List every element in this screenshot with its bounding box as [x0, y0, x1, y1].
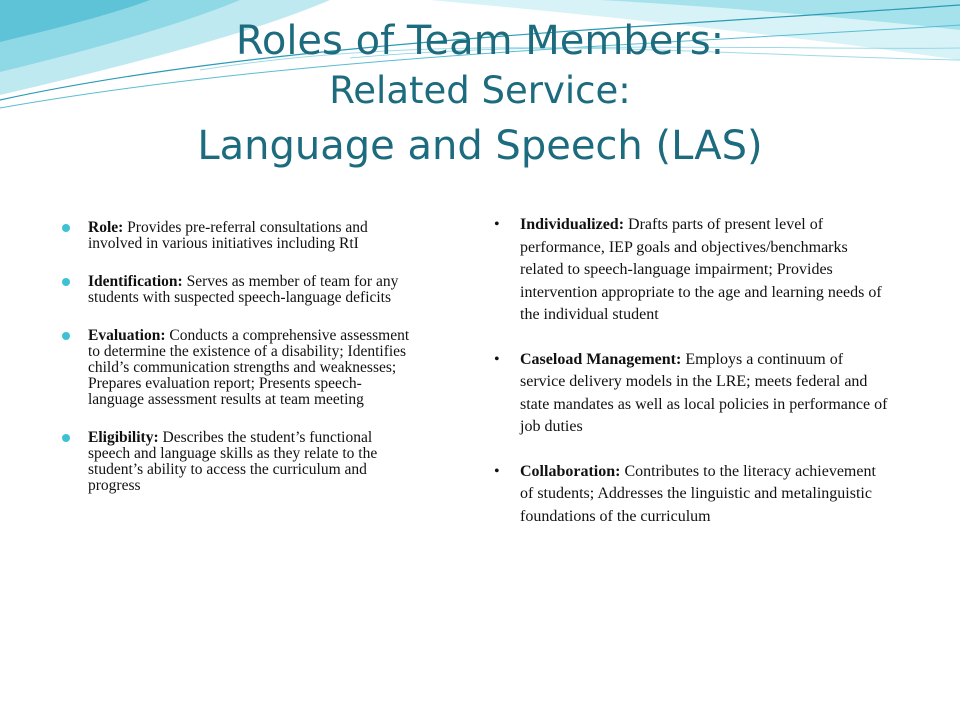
title-line-3: Language and Speech (LAS) — [197, 122, 763, 169]
list-item-identification — [60, 274, 410, 306]
item-text: Provides pre-referral consultations and involved in various initiatives including RtI — [88, 219, 368, 252]
list-item-role — [60, 220, 410, 252]
item-text: Serves as member of team for any students with suspected speech-language deficits — [88, 273, 399, 306]
bullet-dot-icon: • — [494, 462, 500, 480]
list-item-caseload-management — [492, 349, 892, 439]
list-item-evaluation — [60, 328, 410, 408]
item-term: Evaluation: — [88, 327, 166, 344]
list-item-individualized — [492, 214, 892, 327]
left-bullet-list — [60, 220, 410, 494]
bullet-dot-icon — [62, 278, 70, 286]
item-text: Conducts a comprehensive assessment to determine the existence of a disability; Identifies child’s communication strengths and weaknesses; Prepares evaluation report; Presents speech-language assessment results at team meeting — [88, 327, 410, 408]
item-term: Caseload Management: — [520, 350, 682, 368]
bullet-dot-icon — [62, 434, 70, 442]
bullet-dot-icon — [62, 332, 70, 340]
bullet-dot-icon: • — [494, 216, 500, 233]
item-text: Drafts parts of present level of performance, IEP goals and objectives/benchmarks related to speech-language impairment; Provides intervention appropriate to the age and learning needs of the individual student — [520, 216, 882, 323]
title-line-1: Roles of Team Members: — [235, 18, 725, 64]
bullet-dot-icon — [62, 224, 70, 232]
item-term: Role: — [88, 219, 124, 236]
item-text: Contributes to the literacy achievement of students; Addresses the linguistic and metalinguistic foundations of the curriculum — [520, 462, 876, 525]
left-column — [60, 220, 410, 516]
bullet-dot-icon: • — [494, 350, 500, 368]
list-item-collaboration — [492, 461, 892, 529]
list-item-eligibility — [60, 430, 410, 494]
title-line-2: Related Service: — [329, 69, 631, 112]
item-term: Collaboration: — [520, 462, 621, 480]
item-text: Employs a continuum of service delivery models in the LRE; meets federal and state mandates as well as local policies in performance of job duties — [520, 350, 888, 435]
slide-title — [0, 18, 960, 169]
item-term: Eligibility: — [88, 429, 159, 446]
item-term: Individualized: — [520, 216, 625, 233]
right-column — [492, 214, 892, 550]
item-term: Identification: — [88, 273, 183, 290]
right-bullet-list — [492, 214, 892, 528]
item-text: Describes the student’s functional speech and language skills as they relate to the student’s ability to access the curriculum and progress — [88, 429, 378, 494]
